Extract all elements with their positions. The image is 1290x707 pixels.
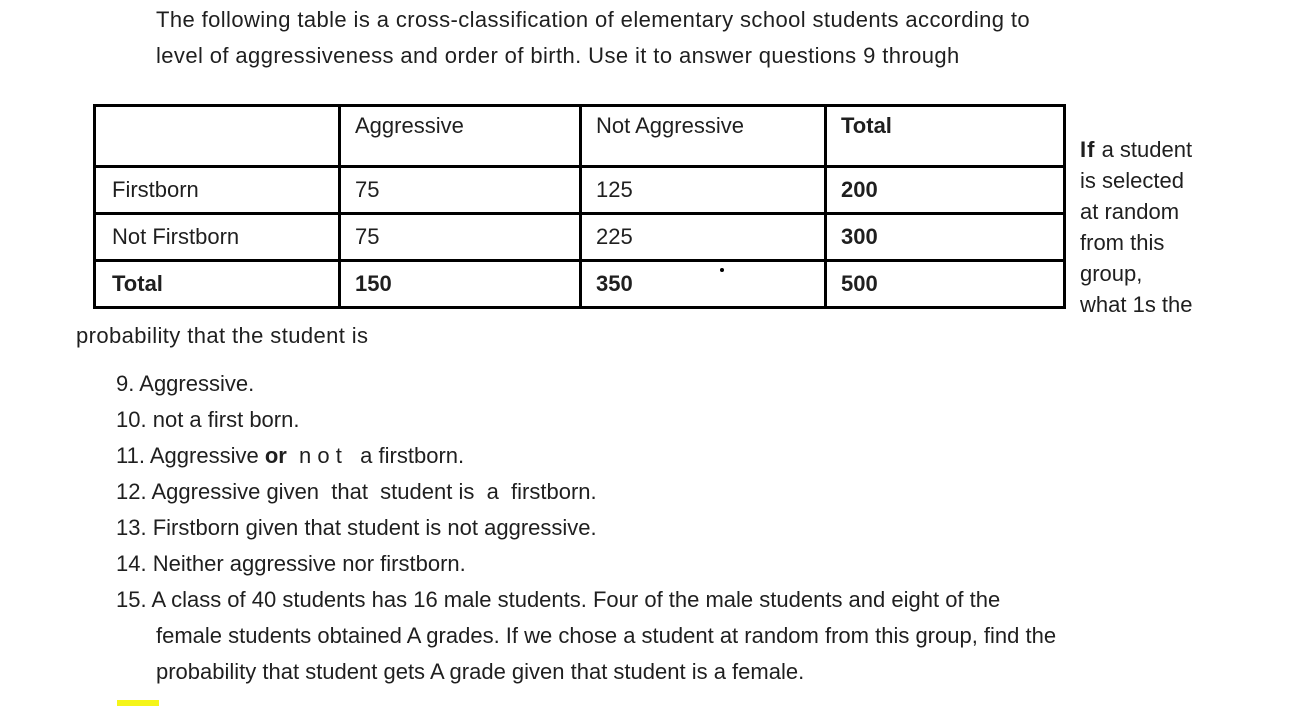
question-number: 12. (116, 479, 147, 504)
question-number: 11. (116, 443, 145, 468)
question-text: A class of 40 students has 16 male students. Four of the male students and eight of the (151, 587, 1001, 612)
question-text: not a first born. (152, 407, 300, 432)
table-row (95, 167, 1065, 214)
question-text: Aggressive given that student is a firstborn. (151, 479, 597, 504)
question-number: 15. (116, 587, 147, 612)
question-list (116, 366, 1236, 690)
intro-line-1: The following table is a cross-classification of elementary school students according to (156, 7, 1031, 32)
header-cell-total: Total (826, 106, 1065, 167)
side-note (1080, 134, 1280, 320)
table-cell-total: 300 (826, 214, 1065, 261)
intro-line-2: level of aggressiveness and order of birth. Use it to answer questions 9 through (156, 43, 960, 68)
table-cell: 225 (581, 214, 826, 261)
side-note-line: group, (1080, 261, 1143, 286)
row-label-total: Total (95, 261, 340, 308)
lead-text: probability that the student is (76, 323, 369, 348)
question-number: 14. (116, 551, 147, 576)
question-text-bold: or (264, 443, 287, 468)
question-number: 10. (116, 407, 147, 432)
side-note-line: from this (1080, 230, 1165, 255)
question-text: Aggressive. (139, 371, 255, 396)
question-text-continued: female students obtained A grades. If we chose a student at random from this group, find the (156, 623, 1057, 648)
question-number: 13. (116, 515, 147, 540)
header-cell-corner (95, 106, 340, 167)
table-cell-total: 350 (581, 261, 826, 308)
row-label-not-firstborn: Not Firstborn (95, 214, 340, 261)
side-note-line: at random (1080, 199, 1180, 224)
list-item (116, 474, 1236, 510)
list-item (116, 438, 1236, 474)
question-text-post: n o t a firstborn. (286, 443, 465, 468)
table-cell-grand-total: 500 (826, 261, 1065, 308)
table-cell-total: 200 (826, 167, 1065, 214)
header-cell-not-aggressive: Not Aggressive (581, 106, 826, 167)
header-cell-aggressive: Aggressive (340, 106, 581, 167)
side-note-line: If a student (1080, 137, 1193, 162)
question-text-continued: probability that student gets A grade given that student is a female. (156, 659, 805, 684)
side-note-line: what 1s the (1080, 292, 1193, 317)
list-item (116, 402, 1236, 438)
question-number: 9. (116, 371, 135, 396)
cross-classification-table (93, 104, 1066, 309)
list-item (116, 510, 1236, 546)
table-cell-total: 150 (340, 261, 581, 308)
side-note-line: is selected (1080, 168, 1184, 193)
side-note-text: a student (1101, 137, 1193, 162)
question-text: Neither aggressive nor firstborn. (152, 551, 466, 576)
list-item (116, 366, 1236, 402)
table-cell: 75 (340, 167, 581, 214)
intro-paragraph (156, 2, 1216, 74)
table-cell: 75 (340, 214, 581, 261)
question-text: Firstborn given that student is not aggressive. (152, 515, 597, 540)
row-label-firstborn: Firstborn (95, 167, 340, 214)
table-cell: 125 (581, 167, 826, 214)
highlight-mark (117, 700, 159, 706)
question-text-pre: Aggressive (149, 443, 265, 468)
list-item (116, 546, 1236, 582)
table-row (95, 214, 1065, 261)
table-header-row (95, 106, 1065, 167)
list-item (116, 582, 1236, 690)
stray-dot (720, 268, 724, 272)
table-row-total (95, 261, 1065, 308)
